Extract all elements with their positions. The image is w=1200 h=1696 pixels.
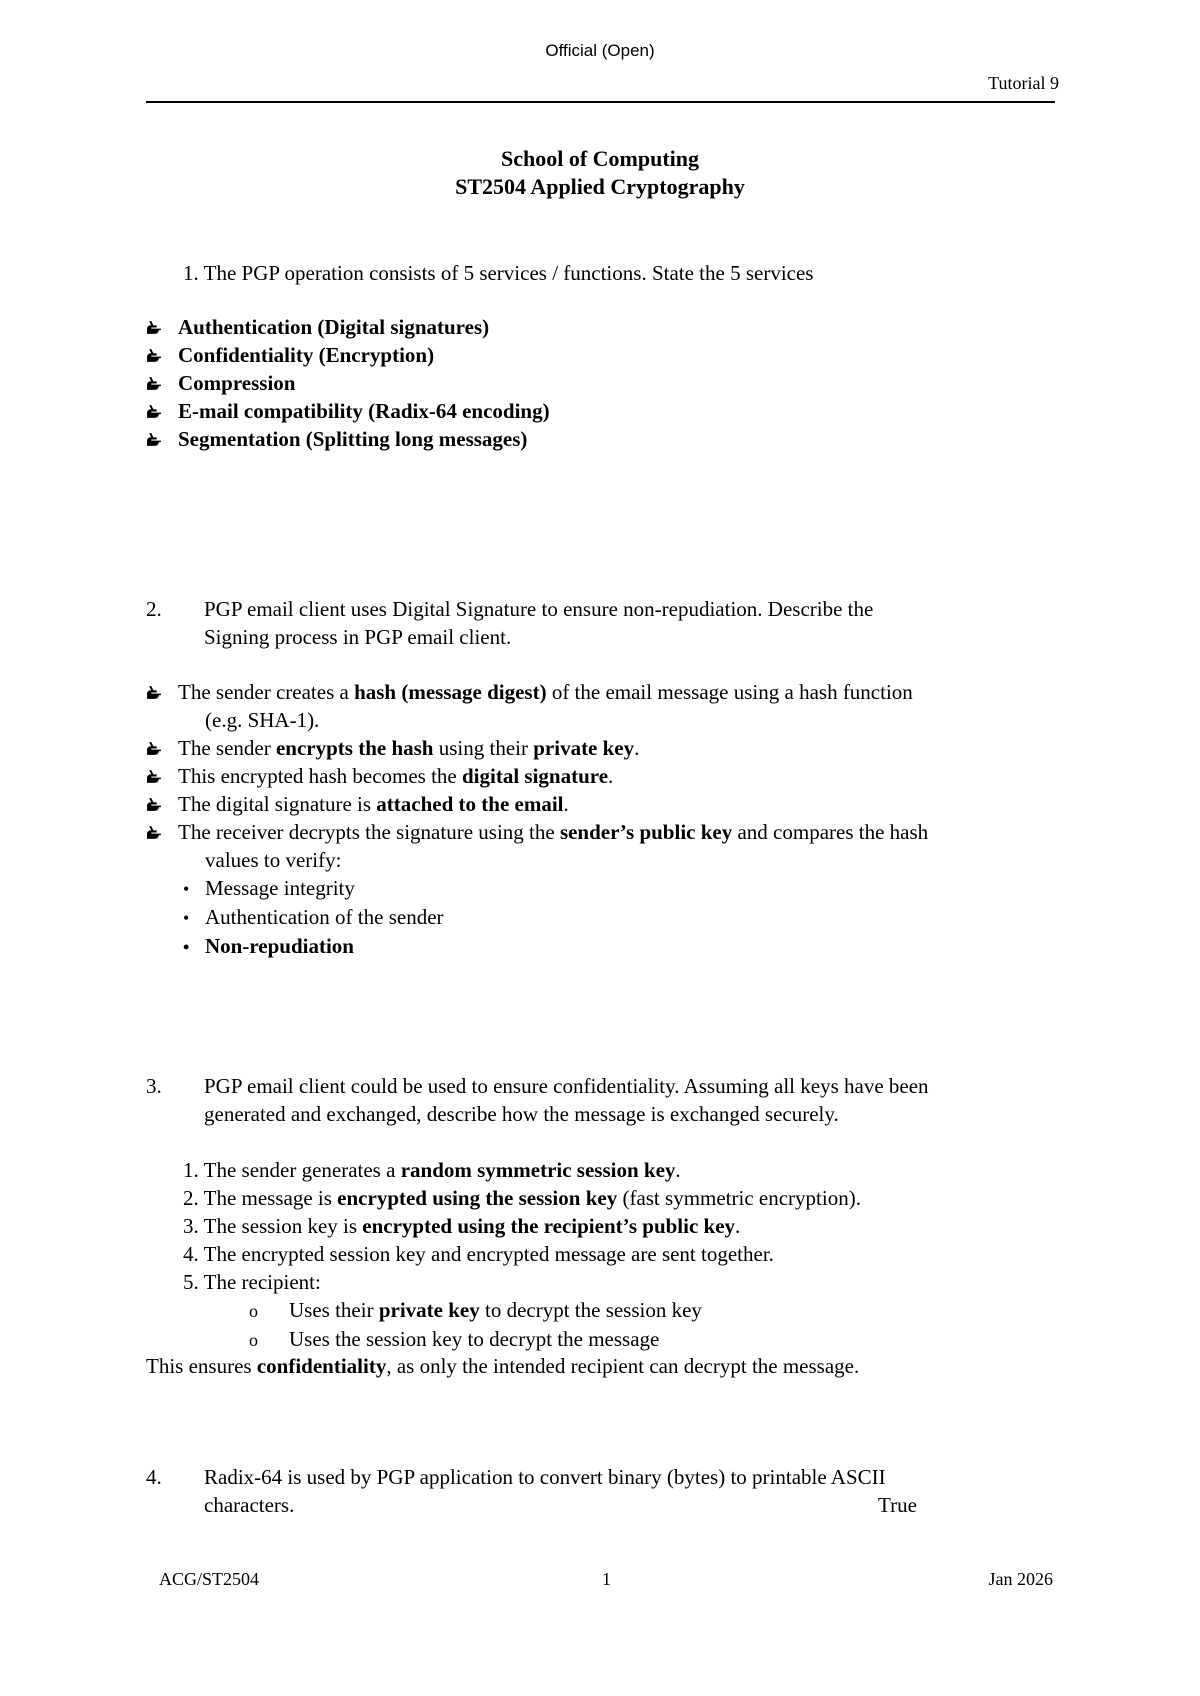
school-title: School of Computing bbox=[500, 146, 700, 171]
verify-item: • Message integrity bbox=[146, 874, 928, 903]
circle-bullet-icon: o bbox=[249, 1301, 258, 1321]
pointing-hand-icon bbox=[146, 341, 178, 369]
q2-question-line1: PGP email client uses Digital Signature to ensure non-repudiation. Describe the bbox=[204, 597, 874, 621]
verify-item: • Non-repudiation bbox=[146, 932, 928, 961]
q1-answer-item: E-mail compatibility (Radix-64 encoding) bbox=[146, 397, 550, 425]
q1-answer-item: Segmentation (Splitting long messages) bbox=[146, 425, 550, 453]
q3-step: 1. The sender generates a random symmetric session key. bbox=[183, 1158, 681, 1182]
pointing-hand-icon bbox=[146, 818, 178, 846]
pointing-hand-icon bbox=[146, 790, 178, 818]
q3-step: 2. The message is encrypted using the session key (fast symmetric encryption). bbox=[183, 1186, 861, 1210]
q1-question: 1. The PGP operation consists of 5 services / functions. State the 5 services bbox=[183, 261, 814, 285]
q2-answer-continuation: (e.g. SHA-1). bbox=[205, 708, 320, 732]
q3-number: 3. bbox=[146, 1074, 162, 1098]
q1-answer-item: Authentication (Digital signatures) bbox=[146, 313, 550, 341]
pointing-hand-icon bbox=[146, 678, 178, 706]
bullet-dot-icon: • bbox=[183, 879, 190, 899]
pointing-hand-icon bbox=[146, 425, 178, 453]
q2-answer-continuation: values to verify: bbox=[205, 848, 342, 872]
circle-bullet-icon: o bbox=[249, 1330, 258, 1350]
q3-step: 3. The session key is encrypted using the recipient’s public key. bbox=[183, 1214, 741, 1238]
q3-question-line1: PGP email client could be used to ensure confidentiality. Assuming all keys have been bbox=[204, 1074, 929, 1098]
q2-answer-item: The receiver decrypts the signature using the sender’s public key and compares the hash bbox=[146, 818, 928, 846]
pointing-hand-icon bbox=[146, 762, 178, 790]
q2-answer-item: The digital signature is attached to the email. bbox=[146, 790, 928, 818]
pointing-hand-icon bbox=[146, 734, 178, 762]
pointing-hand-icon bbox=[146, 369, 178, 397]
verify-item: • Authentication of the sender bbox=[146, 903, 928, 932]
page-number: 1 bbox=[602, 1569, 611, 1589]
q2-answer-item: The sender creates a hash (message digest) of the email message using a hash function bbox=[146, 678, 928, 706]
q3-steps bbox=[183, 1156, 861, 1354]
course-title: ST2504 Applied Cryptography bbox=[455, 174, 745, 199]
q4-question-line1: Radix-64 is used by PGP application to convert binary (bytes) to printable ASCII bbox=[204, 1465, 886, 1489]
footer-date: Jan 2026 bbox=[988, 1569, 1053, 1589]
q3-substep: o Uses the session key to decrypt the message bbox=[183, 1325, 861, 1354]
tutorial-label: Tutorial 9 bbox=[988, 73, 1059, 93]
bullet-dot-icon: • bbox=[183, 908, 190, 928]
q4-number: 4. bbox=[146, 1465, 162, 1489]
q4-answer: True bbox=[878, 1493, 917, 1517]
classification-label: Official (Open) bbox=[545, 41, 655, 60]
q3-question-line2: generated and exchanged, describe how the message is exchanged securely. bbox=[204, 1102, 839, 1126]
q3-step: 5. The recipient: bbox=[183, 1270, 321, 1294]
pointing-hand-icon bbox=[146, 313, 178, 341]
q2-answer-list bbox=[146, 678, 928, 961]
q2-answer-item: The sender encrypts the hash using their private key. bbox=[146, 734, 928, 762]
q1-answer-item: Confidentiality (Encryption) bbox=[146, 341, 550, 369]
q3-substep: o Uses their private key to decrypt the session key bbox=[183, 1296, 861, 1325]
q3-step: 4. The encrypted session key and encrypted message are sent together. bbox=[183, 1242, 774, 1266]
q2-question-line2: Signing process in PGP email client. bbox=[204, 625, 512, 649]
q1-answer-item: Compression bbox=[146, 369, 550, 397]
footer-course-code: ACG/ST2504 bbox=[159, 1569, 260, 1589]
q3-conclusion: This ensures confidentiality, as only the intended recipient can decrypt the message. bbox=[146, 1354, 860, 1378]
q2-number: 2. bbox=[146, 597, 162, 621]
header-divider bbox=[146, 101, 1055, 103]
q2-answer-item: This encrypted hash becomes the digital signature. bbox=[146, 762, 928, 790]
pointing-hand-icon bbox=[146, 397, 178, 425]
q4-question-line2: characters. bbox=[204, 1493, 295, 1517]
bullet-dot-icon: • bbox=[183, 937, 190, 957]
q1-answer-list bbox=[146, 313, 550, 453]
